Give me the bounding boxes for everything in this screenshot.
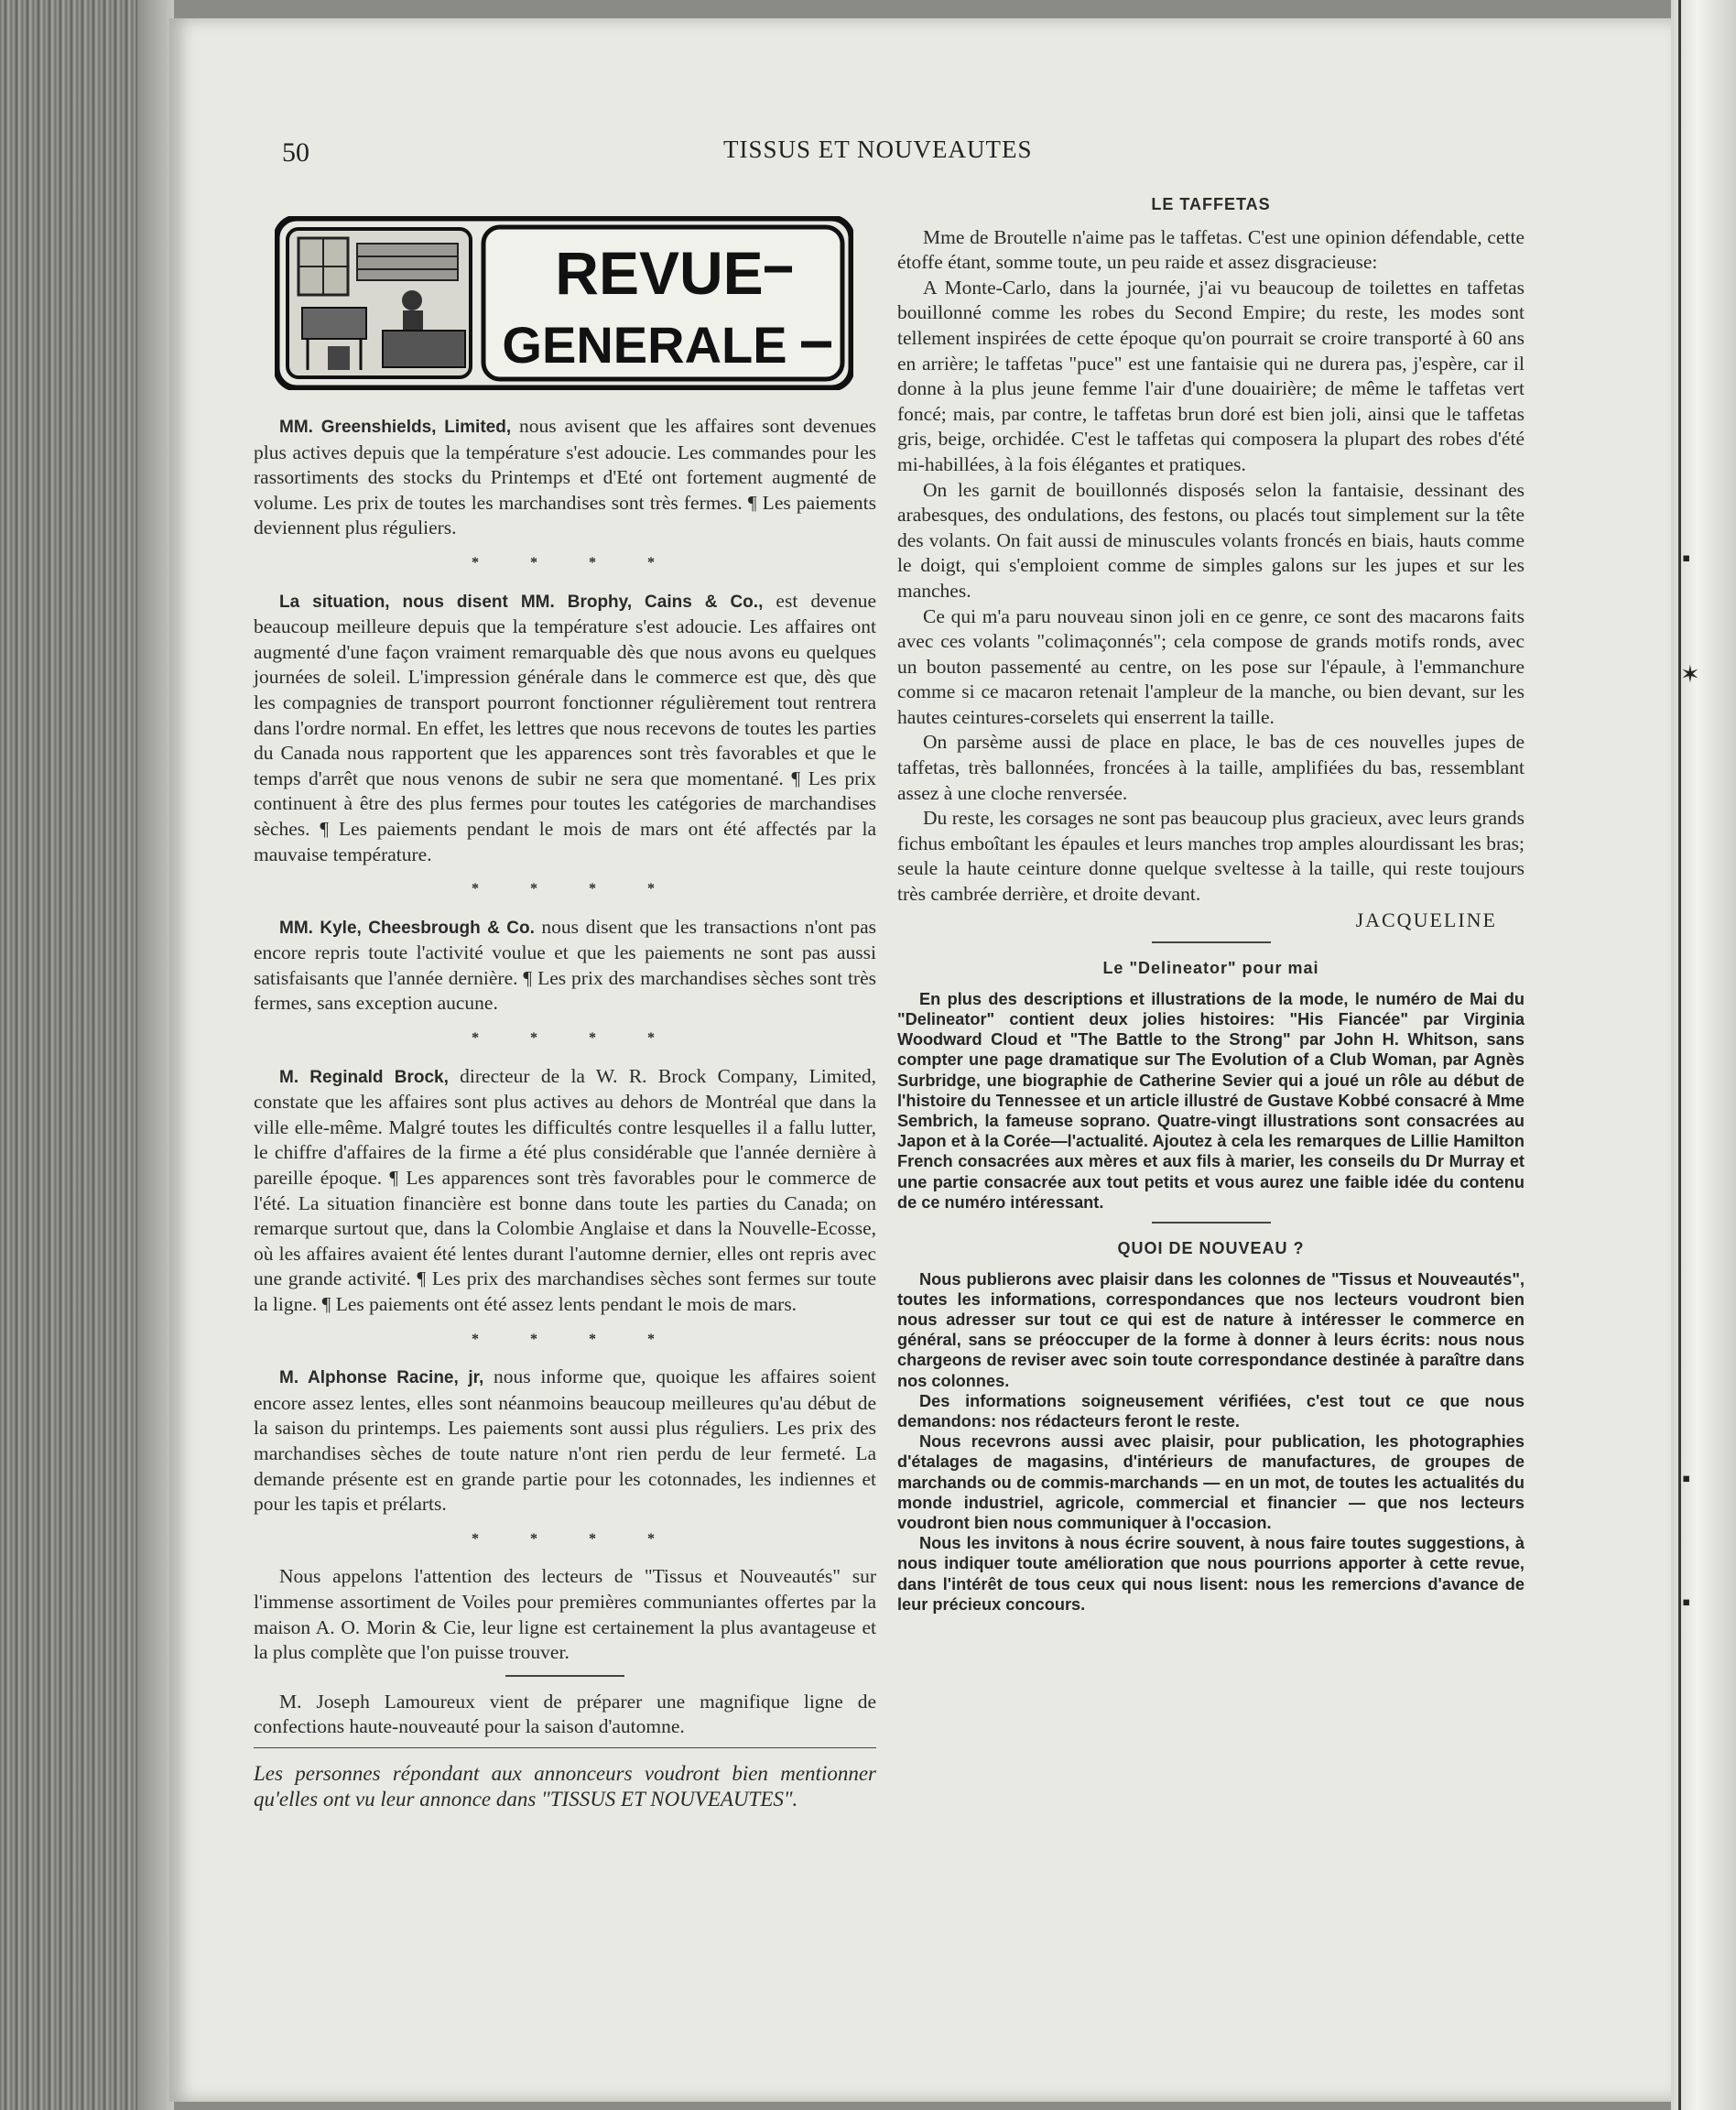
running-title: TISSUS ET NOUVEAUTES: [723, 136, 1033, 163]
taffetas-paragraph: On parsème aussi de place en place, le bas de ces nouvelles jupes de taffetas, très ballonnées, froncées à la taille, amplifiées du bas, ressemblant assez à une cloche renversée.: [897, 731, 1524, 804]
book-page-edges: [0, 0, 174, 2110]
taffetas-paragraph: Ce qui m'a paru nouveau sinon joli en ce genre, ce sont des macarons faits avec ces volants "colimaçonnés"; cela compose de grands motifs ronds, avec un bouton passementé au centre, on les pose sur l'épaule, à l'emmanchure comme si ce macaron retenait l'ampleur de la manche, ou bien devant, sur les hautes ceintures-corselets qui enserrent la taille.: [897, 604, 1524, 728]
separator-stars: * * * *: [472, 1331, 678, 1347]
divider-rule: [254, 1747, 876, 1748]
margin-mark: ▪: [1682, 1465, 1691, 1492]
article-kyle: MM. Kyle, Cheesbrough & Co. nous disent que les transactions n'ont pas encore repris toute l'activité voulue et que les paiements ne sont pas aussi satisfaisants que l'année dernière. ¶ Les prix des marchandises sèches sont très fermes, sans exception aucune.: [254, 915, 876, 1015]
article-brock: M. Reginald Brock, directeur de la W. R. Brock Company, Limited, constate que les affaires sont plus actives au dehors de Montréal que dans la ville elle-même. Malgré toutes les difficultés contre lesquelles il a fallu lutter, le chiffre d'affaires de la firme a été plus considérable que l'année dernière à pareille époque. ¶ Les apparences sont très favorables pour le commerce de l'été. La situation financière est bonne dans toute les parties du Canada; on remarque surtout que, dans la Colombie Anglaise et dans la Nouvelle-Ecosse, où les affaires avaient été lentes durant l'automne dernier, elles ont repris avec une grande activité. ¶ Les prix des marchandises sèches sont fermes sur toute la ligne. ¶ Les paiements ont été assez lents pendant le mois de mars.: [254, 1064, 877, 1315]
banner-title-line2: GENERALE: [502, 316, 787, 374]
revue-generale-banner: [275, 216, 853, 390]
separator-stars: * * * *: [472, 554, 678, 571]
banner-title-line1: REVUE: [555, 239, 764, 307]
article-lamoureux: M. Joseph Lamoureux vient de préparer une magnifique ligne de confections haute-nouveauté pour la saison d'automne.: [254, 1690, 876, 1738]
separator-stars: * * * *: [472, 881, 678, 897]
divider-rule: [505, 1675, 624, 1677]
taffetas-paragraph: Mme de Broutelle n'aime pas le taffetas. C'est une opinion défendable, cette étoffe étant, somme toute, un peu raide et assez disgracieuse:: [897, 225, 1524, 274]
margin-mark: ✶: [1680, 661, 1700, 688]
quoi-de-nouveau-heading: QUOI DE NOUVEAU ?: [1117, 1239, 1305, 1258]
taffetas-heading: LE TAFFETAS: [1151, 195, 1271, 213]
separator-stars: * * * *: [472, 1530, 678, 1547]
separator-stars: * * * *: [472, 1030, 678, 1047]
article-brophy: La situation, nous disent MM. Brophy, Cains & Co., est devenue beaucoup meilleure depuis que la température s'est adoucie. Les affaires ont augmenté d'une façon vraiment remarquable dès que nous avons eu quelques journées de soleil. L'impression générale dans le commerce est que, dès que les compagnies de transport pourront fonctionner régulièrement tout rentrera dans l'ordre normal. En effet, les lettres que nous recevons de toutes les parties du Canada nous rapportent que les apparences sont très favorables et que le temps d'arrêt que nous venons de subir ne sera que momentané. ¶ Les prix continuent à être des plus fermes pour toutes les catégories de marchandises sèches. ¶ Les paiements pendant le mois de mars ont été affectés par la mauvaise température.: [254, 589, 876, 865]
article-racine: M. Alphonse Racine, jr, nous informe que, quoique les affaires soient encore assez lentes, elles sont néanmoins beaucoup meilleures qu'au début de la saison du printemps. Les paiements sont aussi plus réguliers. Les prix des marchandises sèches de toute nature n'ont rien perdu de leur fermeté. La demande présente est en grande partie pour les cotonnades, les indiennes et pour les tapis et prélarts.: [254, 1365, 876, 1516]
taffetas-paragraph: A Monte-Carlo, dans la journée, j'ai vu beaucoup de toilettes en taffetas bouillonné comme les robes du Second Empire; du reste, les modes sont tellement inspirées de cette époque qu'on pourrait se croire transporté à 60 ans en arrière; le taffetas "puce" est une fantaisie qui ne durera pas, j'espère, car il donne à la plus jeune femme l'air d'une douairière; de même le taffetas vert foncé; mais, par contre, le taffetas brun doré est bien joli, ainsi que le taffetas gris, beige, orchidée. C'est le taffetas qui composera la plupart des robes d'été mi-habillées, à la fois élégantes et pratiques.: [897, 276, 1524, 475]
divider-rule: [1152, 1222, 1271, 1224]
taffetas-paragraph: On les garnit de bouillonnés disposés selon la fantaisie, dessinant des arabesques, des ondulations, des festons, ou placés tout simplement sur la tête des volants. On fait aussi de minuscules volants froncés en biais, hauts comme le doigt, qui s'emploient comme de simples galons sur les jupes et sur les manches.: [897, 478, 1524, 602]
article-greenshields: MM. Greenshields, Limited, nous avisent que les affaires sont devenues plus actives depuis que la température s'est adoucie. Les commandes pour les rassortiments des stocks du Printemps et d'Eté ont fortement augmenté de volume. Les prix de toutes les marchandises sont très fermes. ¶ Les paiements deviennent plus réguliers.: [254, 415, 876, 539]
taffetas-paragraph: Du reste, les corsages ne sont pas beaucoup plus gracieux, avec leurs grands fichus emboîtant les épaules et leurs manches trop amples alourdissant les bras; seule la haute ceinture donne quelque sveltesse à la taille, qui reste toujours très cambrée derrière, et droite devant.: [897, 807, 1524, 906]
divider-rule: [1152, 941, 1271, 943]
quoi-de-nouveau-article: Nous publierons avec plaisir dans les colonnes de "Tissus et Nouveautés", toutes les informations, correspondances que nos lecteurs voudront bien nous adresser sur tout ce qui est de nature à intéresser le commerce en général, sans se préoccuper de la forme à donner à leurs écrits: nous nous chargeons de reviser avec soin toute correspondance destinée à paraître dans nos colonnes. Des informations soigneusement vérifiées, c'est tout ce que nous demandons: nos rédacteurs feront le reste. Nous recevrons aussi avec plaisir, pour publication, les photographies d'étalages de magasins, d'intérieurs de manufactures, de groupes de marchands ou de commis-marchands — en un mot, de toutes les actualités du monde industriel, agricole, commercial et financier — que nos lecteurs voudront bien nous communiquer à l'occasion. Nous les invitons à nous écrire souvent, à nous faire toutes suggestions, à nous indiquer toute amélioration que nous pourrions apporter à cette revue, dans l'intérêt de tous ceux qui nous lisent: nous les remercions d'avance de leur précieux concours.: [897, 1269, 1524, 1614]
facing-page-edge: [1671, 0, 1736, 2110]
advertiser-notice: Les personnes répondant aux annonceurs voudront bien mentionner qu'elles ont vu leur annonce dans "TISSUS ET NOUVEAUTES".: [254, 1761, 876, 1811]
office-illustration: [288, 229, 471, 377]
margin-mark: ▪: [1682, 545, 1691, 571]
right-column: [897, 192, 1524, 1615]
left-column: [254, 414, 876, 1812]
delineator-article: En plus des descriptions et illustrations de la mode, le numéro de Mai du "Delineator" contient deux jolies histoires: "His Fiancée" par Virginia Woodward Cloud et "The Battle to the Strong" par John H. Whitson, sans compter une page dramatique sur The Evolution of a Club Woman, par Agnès Surbridge, une biographie de Catherine Sevier qui a joué un rôle au début de l'histoire du Tennessee et un article illustré de Gustave Kobbé consacré à Mme Sembrich, la fameuse soprano. Quatre-vingt illustrations sont consacrées au Japon et à la Corée—l'actualité. Ajoutez à cela les remarques de Lillie Hamilton French consacrées aux mères et aux fils à marier, les conseils du Dr Murray et une partie consacrée aux tout petits et vous aurez une faible idée du contenu de ce numéro intéressant.: [897, 989, 1524, 1212]
author-signature: JACQUELINE: [1355, 908, 1497, 931]
delineator-heading: Le "Delineator" pour mai: [1102, 959, 1319, 978]
page-number: 50: [282, 137, 309, 168]
article-morin: Nous appelons l'attention des lecteurs de "Tissus et Nouveautés" sur l'immense assortiment de Voiles pour premières communiantes offertes par la maison A. O. Morin & Cie, leur ligne est certainement la plus avantageuse et la plus complète que l'on puisse trouver.: [254, 1565, 876, 1664]
margin-mark: ▪: [1682, 1589, 1691, 1615]
